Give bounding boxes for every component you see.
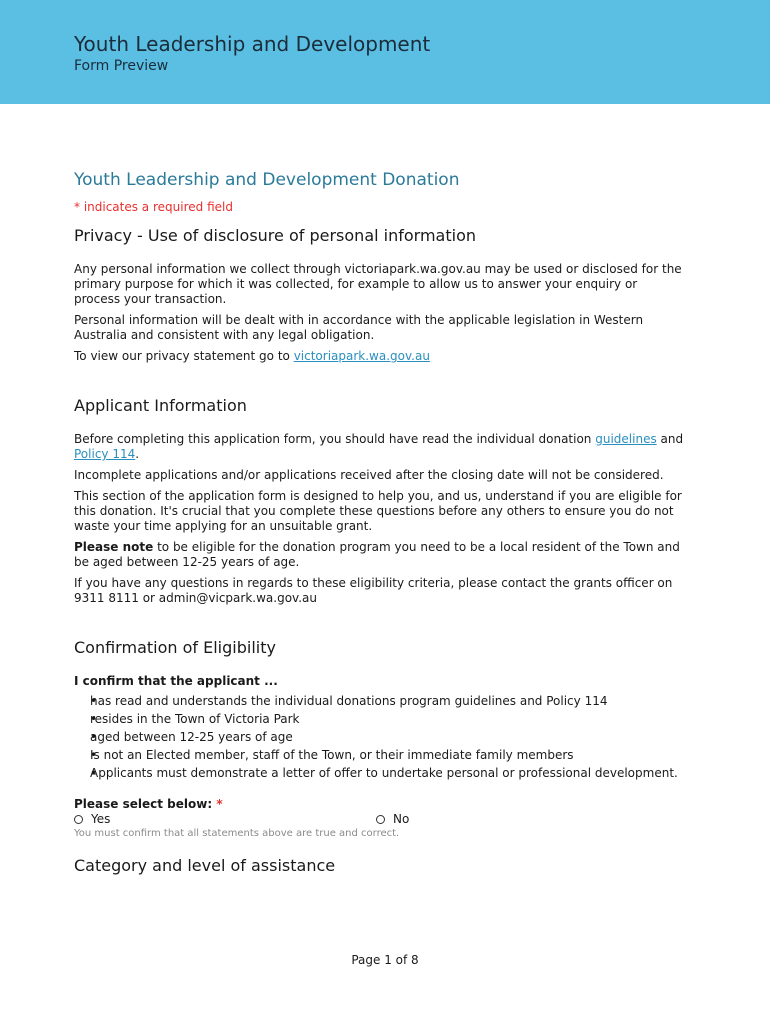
privacy-paragraph-1: Any personal information we collect through victoriapark.wa.gov.au may be used or disclosed for the primary purpose for which it was collected, for example to allow us to answer your enquiry or process your transaction. [74, 262, 682, 306]
privacy-statement-link[interactable]: victoriapark.wa.gov.au [293, 349, 430, 363]
applicant-paragraph-3: This section of the application form is designed to help you, and us, understand if you are eligible for this donation. It's crucial that you complete these questions before any others to ensure you do not waste your time applying for an unsuitable grant. [74, 489, 682, 533]
applicant-p1-text: Before completing this application form, you should have read the individual donation [74, 432, 596, 446]
required-field-note: * indicates a required field [74, 200, 233, 214]
privacy-heading: Privacy - Use of disclosure of personal information [74, 226, 476, 245]
list-item: • has read and understands the individual donations program guidelines and Policy 114 [74, 694, 684, 709]
required-star: * [216, 797, 223, 811]
list-item: • resides in the Town of Victoria Park [74, 712, 684, 727]
header-title: Youth Leadership and Development [74, 32, 431, 56]
applicant-p1-period: . [135, 447, 140, 461]
privacy-paragraph-2: Personal information will be dealt with in accordance with the applicable legislation in Western Australia and consistent with any legal obligation. [74, 313, 644, 342]
eligibility-hint: You must confirm that all statements above are true and correct. [74, 828, 400, 839]
applicant-section [74, 396, 684, 606]
radio-yes-label: Yes [91, 812, 111, 826]
list-item: • Applicants must demonstrate a letter of offer to undertake personal or professional development. [74, 766, 684, 781]
please-note-text: to be eligible for the donation program you need to be a local resident of the Town and be aged between 12-25 years of age. [74, 540, 680, 569]
header-subtitle: Form Preview [74, 58, 169, 74]
applicant-paragraph-4 [74, 540, 684, 570]
radio-circle-icon[interactable] [376, 815, 385, 824]
applicant-heading: Applicant Information [74, 396, 247, 415]
form-content [74, 170, 684, 875]
guidelines-link[interactable]: guidelines [595, 432, 657, 446]
confirm-label: I confirm that the applicant ... [74, 674, 278, 688]
radio-no-label: No [393, 812, 410, 826]
privacy-section [74, 226, 684, 364]
list-item: • aged between 12-25 years of age [74, 730, 684, 745]
radio-no[interactable] [376, 812, 409, 826]
please-note-label: Please note [74, 540, 154, 554]
eligibility-list [74, 694, 684, 781]
applicant-paragraph-5: If you have any questions in regards to these eligibility criteria, please contact the grants officer on 9311 8111 or admin@vicpark.wa.gov.au [74, 576, 673, 605]
radio-circle-icon[interactable] [74, 815, 83, 824]
privacy-statement-text: To view our privacy statement go to [74, 349, 294, 363]
category-heading: Category and level of assistance [74, 856, 336, 875]
policy-114-link[interactable]: Policy 114 [74, 447, 136, 461]
page-number: Page 1 of 8 [351, 953, 419, 967]
category-section [74, 856, 684, 875]
select-label-text: Please select below: [74, 797, 217, 811]
select-label [74, 797, 684, 811]
applicant-paragraph-2: Incomplete applications and/or applications received after the closing date will not be considered. [74, 468, 664, 482]
page-header [0, 0, 770, 104]
applicant-paragraph-1 [74, 432, 684, 462]
radio-yes[interactable] [74, 812, 110, 826]
eligibility-radio-group [74, 812, 684, 827]
applicant-p1-and: and [656, 432, 684, 446]
eligibility-section [74, 638, 684, 839]
privacy-paragraph-3 [74, 349, 684, 364]
eligibility-heading: Confirmation of Eligibility [74, 638, 276, 657]
list-item: • Is not an Elected member, staff of the Town, or their immediate family members [74, 748, 684, 763]
form-title: Youth Leadership and Development Donation [74, 170, 460, 190]
